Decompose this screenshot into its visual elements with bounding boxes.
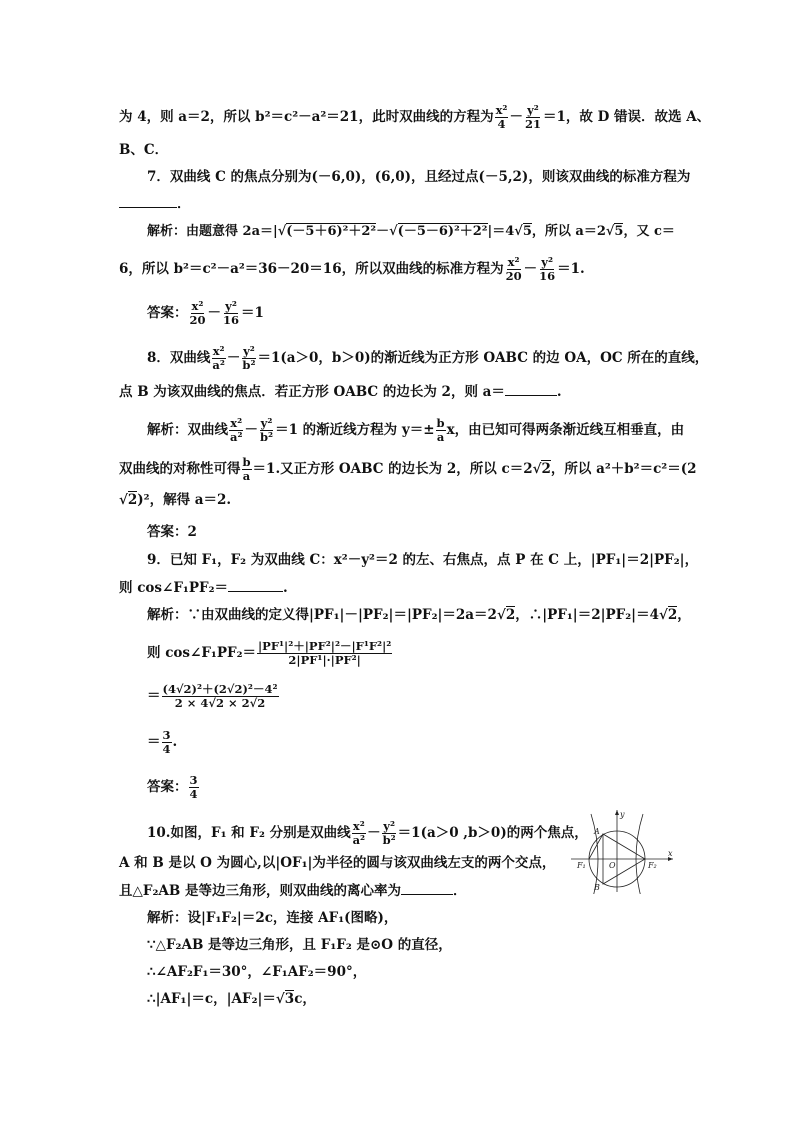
y-axis-arrow [615, 810, 619, 815]
q9-solution-line-2: 则 cos∠F₁PF₂＝ $\frac{\text{|PF¹|²＋|PF²|²－|F¹F²|²}}{\text{2|PF¹|·|PF²|}}$ [147, 639, 392, 667]
q8-question-line-2: 点 B 为该双曲线的焦点．若正方形 OABC 的边长为 2，则 a＝ . [119, 384, 562, 400]
label-b: B [594, 883, 600, 892]
label-x: x [668, 849, 673, 858]
hyperbola-circle-figure [569, 808, 677, 894]
q7-answer: 答案： $\frac{\text{x²}}{20}$ － $\frac{\text{y²}}{16}$ ＝1 [147, 299, 264, 327]
q10-question-line-2: A 和 B 是以 O 为圆心,以|OF₁|为半径的圆与该双曲线左支的两个交点， [119, 855, 556, 871]
q8-solution-line-3: √2)²，解得 a＝2. [119, 492, 232, 508]
q10-solution-line-3: ∴∠AF₂F₁＝30°，∠F₁AF₂＝90°， [147, 964, 367, 980]
q9-question-line-1: 9．已知 F₁，F₂ 为双曲线 C：x²－y²＝2 的左、右焦点，点 P 在 C 上，|PF₁|＝2|PF₂|， [147, 552, 699, 568]
q10-solution-line-1: 解析：设|F₁F₂|＝2c，连接 AF₁(图略)， [147, 910, 398, 926]
q6-line-1: 为 4，则 a＝2，所以 b²＝c²－a²＝21，此时双曲线的方程为 $\frac{\text{x²}}{4}$ － $\frac{\text{y²}}{21}$ ＝1，故 D 错误．故选 A、 [119, 103, 711, 131]
q6-line-2: B、C． [119, 142, 169, 158]
label-y: y [620, 810, 625, 819]
q7-solution-line-1: 解析：由题意得 2a＝|√(－5＋6)²＋2²－√(－5－6)²＋2²|＝4√5，所以 a＝2√5，又 c＝ [147, 224, 675, 239]
label-a: A [594, 827, 600, 836]
q10-question-line-3: 且△F₂AB 是等边三角形，则双曲线的离心率为 ． [119, 883, 467, 899]
q9-solution-line-4: ＝ $\frac{3}{4}$ . [147, 728, 178, 756]
segment-af1 [589, 834, 603, 859]
q9-solution-line-1: 解析：∵由双曲线的定义得|PF₁|－|PF₂|＝|PF₂|＝2a＝2√2，∴|PF₁|＝2|PF₂|＝4√2， [147, 607, 691, 623]
q9-answer: 答案： $\frac{3}{4}$ [147, 773, 198, 801]
q7-solution-line-2: 6，所以 b²＝c²－a²＝36－20＝16，所以双曲线的标准方程为 $\frac{\text{x²}}{20}$ － $\frac{\text{y²}}{16}$ ＝1. [119, 255, 585, 283]
q8-solution-line-2: 双曲线的对称性可得 $\frac{b}{a}$ ＝1.又正方形 OABC 的边长为 2，所以 c＝2√2，所以 a²＋b²＝c²＝(2 [119, 455, 697, 483]
q9-question-line-2: 则 cos∠F₁PF₂＝ . [119, 580, 288, 596]
label-f2: F₂ [648, 861, 657, 870]
q8-solution-line-1: 解析：双曲线 $\frac{\text{x²}}{\text{a²}}$ － $\frac{\text{y²}}{\text{b²}}$ ＝1 的渐近线方程为 y＝± $\frac{b}{a}$ x，由已知可得两条渐近线互相垂直，由 [147, 416, 685, 444]
label-f1: F₁ [577, 861, 586, 870]
q8-answer: 答案：2 [147, 524, 197, 540]
label-o: O [609, 861, 616, 870]
q9-solution-line-3: ＝ $\frac{\text{(4√2)²＋(2√2)²－4²}}{2 \times 4√2 \times 2√2}$ [147, 682, 278, 710]
q7-question-blank: ． [119, 194, 191, 214]
q7-question: 7．双曲线 C 的焦点分别为(－6,0)，(6,0)，且经过点(－5,2)，则该双曲线的标准方程为 [147, 169, 691, 185]
q10-question-line-1: 10.如图，F₁ 和 F₂ 分别是双曲线 $\frac{\text{x²}}{\text{a²}}$ － $\frac{\text{y²}}{\text{b²}}$ ＝1(a＞0 ,b＞0)的两个焦点， [147, 819, 588, 847]
q10-solution-line-4: ∴|AF₁|＝c，|AF₂|＝√3c， [147, 991, 316, 1007]
q8-question-line-1: 8．双曲线 $\frac{\text{x²}}{\text{a²}}$ － $\frac{\text{y²}}{\text{b²}}$ ＝1(a＞0，b＞0)的渐近线为正方形 OABC 的边 OA，OC 所在的直线， [147, 344, 709, 372]
q10-solution-line-2: ∵△F₂AB 是等边三角形，且 F₁F₂ 是⊙O 的直径， [147, 937, 452, 953]
